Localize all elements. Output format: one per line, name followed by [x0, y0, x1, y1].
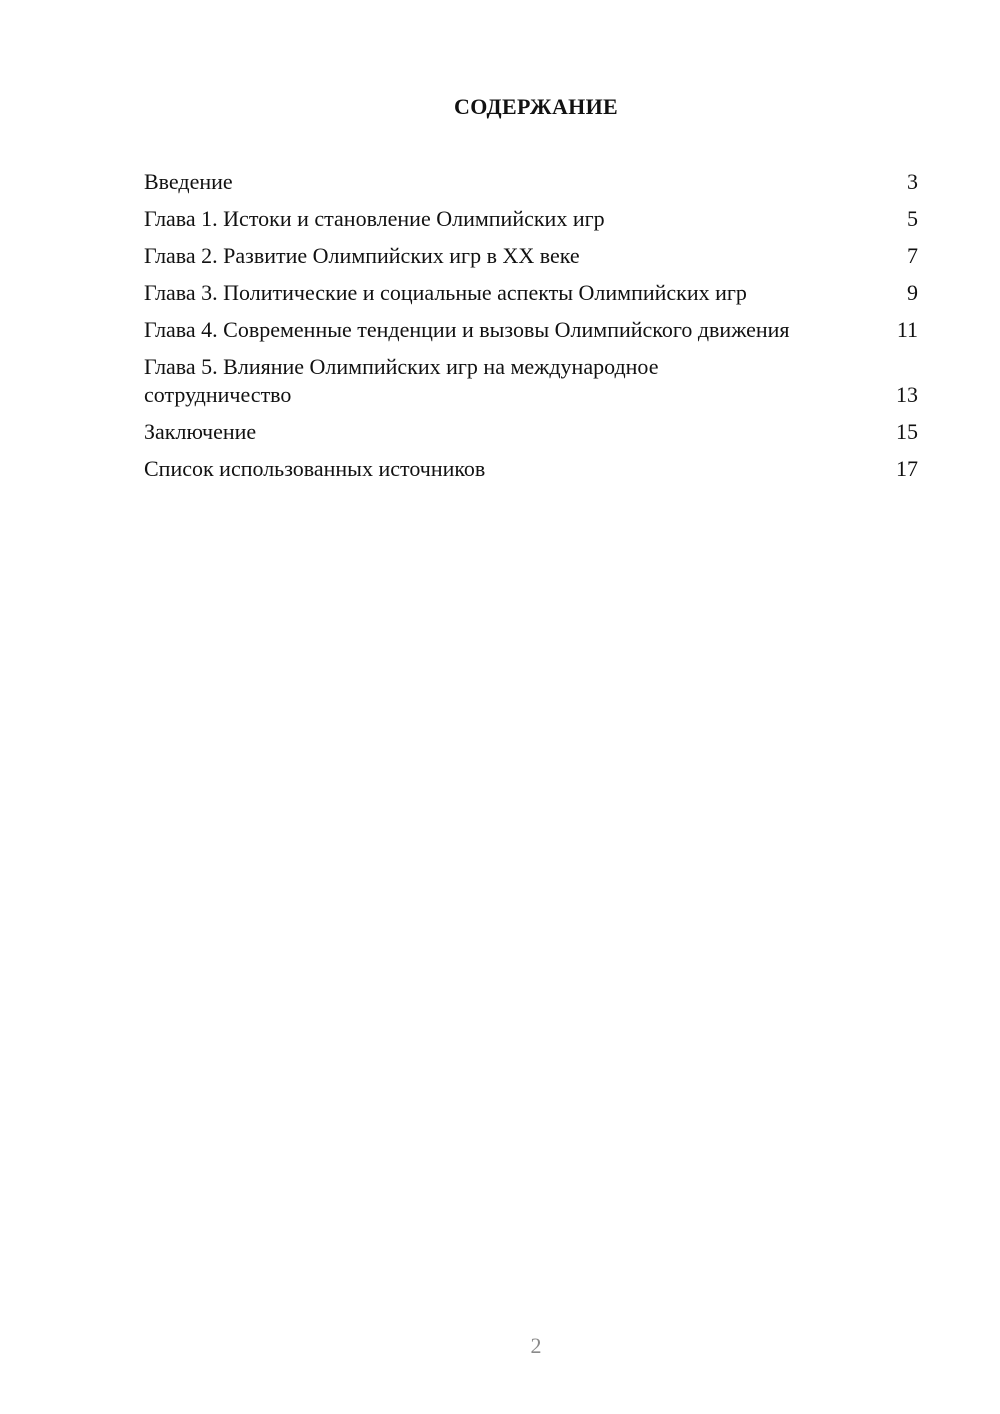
toc-entry-label: Введение	[144, 169, 233, 194]
toc-entry-page: 11	[896, 317, 918, 342]
toc-entry-label: Глава 5. Влияние Олимпийских игр на международное сотрудничество	[144, 354, 659, 407]
toc-entry	[144, 353, 918, 409]
toc-entry-label: Глава 2. Развитие Олимпийских игр в XX веке	[144, 243, 580, 268]
toc-entry-label: Глава 1. Истоки и становление Олимпийских игр	[144, 206, 605, 231]
toc-entry	[144, 455, 918, 483]
toc-entry-page: 5	[907, 206, 918, 231]
toc-entry-page: 15	[896, 419, 918, 444]
toc-entry	[144, 168, 918, 196]
page-number: 2	[530, 1333, 542, 1358]
toc-entry-page: 9	[907, 280, 918, 305]
document-title: СОДЕРЖАНИЕ	[454, 94, 618, 119]
toc-entry-page: 7	[907, 243, 918, 268]
toc-entry	[144, 242, 918, 270]
toc-entry-label: Глава 4. Современные тенденции и вызовы Олимпийского движения	[144, 317, 790, 342]
toc-entry-page: 13	[896, 382, 918, 407]
toc-entry-page: 17	[896, 456, 918, 481]
toc-entry-label: Глава 3. Политические и социальные аспекты Олимпийских игр	[144, 280, 747, 305]
toc-entry-label: Заключение	[144, 419, 257, 444]
toc-entry	[144, 205, 918, 233]
table-of-contents	[144, 168, 918, 492]
toc-entry-page: 3	[907, 169, 918, 194]
toc-entry	[144, 418, 918, 446]
toc-entry	[144, 316, 918, 344]
toc-entry-label: Список использованных источников	[144, 456, 486, 481]
toc-entry	[144, 279, 918, 307]
